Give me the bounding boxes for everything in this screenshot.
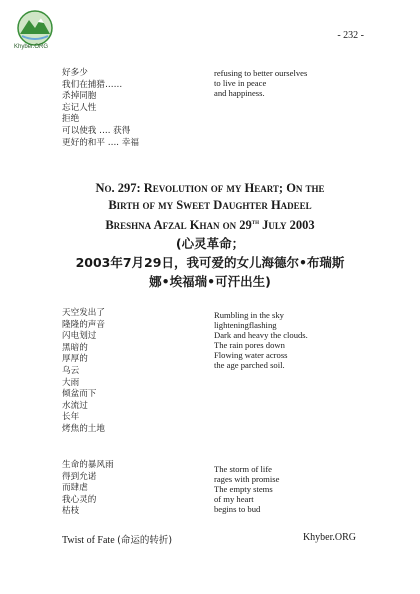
title-line: No. 297: Revolution of my Heart; On the [95,181,325,195]
text-line: 闪电划过 [62,331,97,342]
title-line: Birth of my Sweet Daughter Hadeel [108,198,312,212]
text-line: and happiness. [214,88,265,98]
text-line: 黑暗的 [62,342,88,353]
text-line: 大雨 [62,377,80,388]
text-line: 我们在捕猎…… [62,79,123,90]
text-line: lighteningflashing [214,320,277,330]
title-line: (心灵革命； [175,236,245,252]
text-line: 厚厚的 [62,354,88,365]
text-line: Dark and heavy the clouds. [214,330,308,340]
text-line: to live in peace [214,78,267,88]
text-line: 水流过 [62,400,88,411]
text-line: 而肆虐 [62,483,88,494]
text-line: 忘记人性 [62,102,97,113]
text-line: Flowing water across [214,350,288,360]
text-line: rages with promise [214,474,280,484]
stanza2-english [214,464,279,514]
text-line: 天空发出了 [62,308,105,318]
title-line: 2003年7月29日，我可爱的女儿海德尔•布瑞斯 [75,255,345,271]
text-line: Rumbling in the sky [214,310,284,320]
poem-title [20,180,400,291]
text-line: of my heart [214,494,254,504]
logo-text: Khyber.ORG [14,44,49,50]
text-line: 长年 [62,412,80,423]
text-line: The empty stems [214,484,273,494]
text-line: 乌云 [62,365,80,376]
top-chinese-column [62,68,139,149]
stanza1-chinese [62,308,105,436]
title-line: Breshna Afzal Khan on 29th July 2003 [105,218,315,233]
footer-book-title: Twist of Fate (命运的转折) [62,535,173,546]
text-line: 得到允诺 [62,471,97,482]
text-line: The storm of life [214,464,272,474]
text-line: refusing to better ourselves [214,68,308,78]
text-line: The rain pores down [214,340,285,350]
text-line: 倾盆而下 [62,389,97,400]
title-line: 娜•埃福瑞•可汗出生) [149,274,271,290]
stanza2-chinese [62,460,114,518]
text-line: 枯枝 [62,506,80,517]
text-line: the age parched soil. [214,360,285,370]
page-number: - 232 - [337,30,364,41]
text-line: 烤焦的土地 [62,423,105,434]
text-line: 隆隆的声音 [62,319,105,330]
text-line: 好多少 [62,68,88,78]
text-line: 我心灵的 [62,494,97,505]
text-line: begins to bud [214,504,261,514]
text-line: 杀掉同胞 [62,91,97,102]
text-line: 可以使我 …. 获得 [62,125,131,136]
text-line: 拒绝 [62,114,80,125]
stanza1-english [214,310,308,370]
text-line: 更好的和平 …. 幸福 [62,137,139,148]
top-english-column [214,68,307,98]
footer-site: Khyber.ORG [302,532,356,543]
text-line: 生命的暴风雨 [62,460,114,470]
